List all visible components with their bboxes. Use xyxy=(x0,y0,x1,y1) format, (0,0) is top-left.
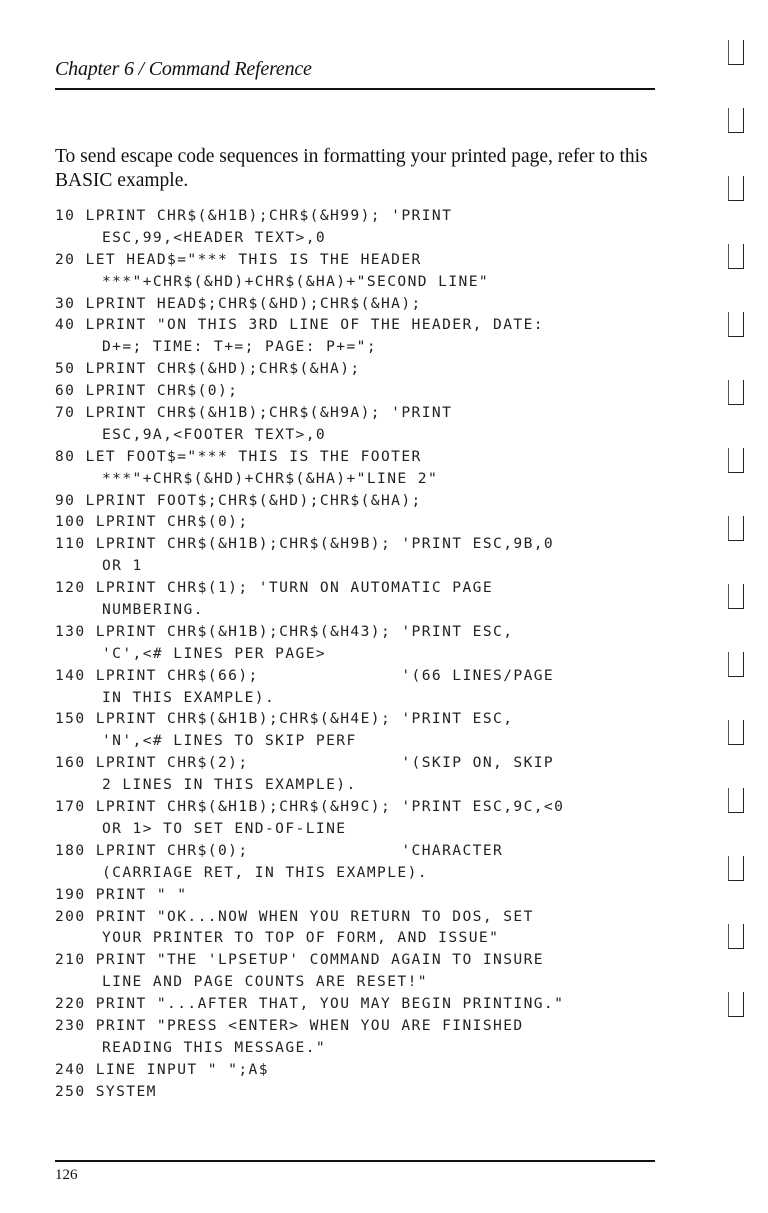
binding-mark xyxy=(728,924,744,949)
code-line: 180 LPRINT CHR$(0); 'CHARACTER xyxy=(55,841,504,859)
code-line: 110 LPRINT CHR$(&H1B);CHR$(&H9B); 'PRINT ESC,9B,0 xyxy=(55,535,555,553)
binding-mark xyxy=(728,584,744,609)
code-line: 160 LPRINT CHR$(2); '(SKIP ON, SKIP xyxy=(55,754,555,772)
code-line-continuation: 'N',<# LINES TO SKIP PERF xyxy=(102,732,357,750)
code-line-continuation: LINE AND PAGE COUNTS ARE RESET!" xyxy=(102,973,428,991)
page-number: 126 xyxy=(55,1167,78,1183)
code-line: 240 LINE INPUT " ";A$ xyxy=(55,1060,269,1078)
code-line: 130 LPRINT CHR$(&H1B);CHR$(&H43); 'PRINT ESC, xyxy=(55,622,514,640)
code-line: 60 LPRINT CHR$(0); xyxy=(55,382,239,400)
code-line-continuation: ESC,9A,<FOOTER TEXT>,0 xyxy=(102,425,327,443)
binding-mark xyxy=(728,380,744,405)
binding-mark xyxy=(728,108,744,133)
header-rule xyxy=(55,88,655,90)
code-line: 230 PRINT "PRESS <ENTER> WHEN YOU ARE FINISHED xyxy=(55,1016,524,1034)
code-line-continuation: ***"+CHR$(&HD)+CHR$(&HA)+"LINE 2" xyxy=(102,469,439,487)
binding-holes xyxy=(728,30,750,1180)
chapter-header: Chapter 6 / Command Reference xyxy=(55,58,312,80)
code-line: 140 LPRINT CHR$(66); '(66 LINES/PAGE xyxy=(55,666,555,684)
code-line: 220 PRINT "...AFTER THAT, YOU MAY BEGIN PRINTING." xyxy=(55,995,565,1013)
code-line: 120 LPRINT CHR$(1); 'TURN ON AUTOMATIC PAGE xyxy=(55,579,494,597)
code-line: 10 LPRINT CHR$(&H1B);CHR$(&H99); 'PRINT xyxy=(55,207,453,224)
binding-mark xyxy=(728,40,744,65)
code-line: 100 LPRINT CHR$(0); xyxy=(55,513,249,531)
binding-mark xyxy=(728,652,744,677)
code-line-continuation: READING THIS MESSAGE." xyxy=(102,1038,327,1056)
binding-mark xyxy=(728,720,744,745)
binding-mark xyxy=(728,516,744,541)
code-line: 190 PRINT " " xyxy=(55,885,188,903)
code-line-continuation: OR 1 xyxy=(102,557,143,575)
code-line-continuation: (CARRIAGE RET, IN THIS EXAMPLE). xyxy=(102,863,428,881)
footer-rule xyxy=(55,1160,655,1162)
code-line: 150 LPRINT CHR$(&H1B);CHR$(&H4E); 'PRINT ESC, xyxy=(55,710,514,728)
code-line: 20 LET HEAD$="*** THIS IS THE HEADER xyxy=(55,250,422,268)
binding-mark xyxy=(728,788,744,813)
binding-mark xyxy=(728,448,744,473)
code-line-continuation: 2 LINES IN THIS EXAMPLE). xyxy=(102,776,357,794)
code-line: 80 LET FOOT$="*** THIS IS THE FOOTER xyxy=(55,447,422,465)
code-line-continuation: NUMBERING. xyxy=(102,601,204,619)
binding-mark xyxy=(728,856,744,881)
code-line: 40 LPRINT "ON THIS 3RD LINE OF THE HEADER, DATE: xyxy=(55,316,544,334)
code-line: 90 LPRINT FOOT$;CHR$(&HD);CHR$(&HA); xyxy=(55,491,422,509)
code-line: 200 PRINT "OK...NOW WHEN YOU RETURN TO DOS, SET xyxy=(55,907,534,925)
intro-paragraph: To send escape code sequences in formatting your printed page, refer to this BASIC example. xyxy=(55,146,648,191)
code-line: 250 SYSTEM xyxy=(55,1082,157,1100)
code-line-continuation: IN THIS EXAMPLE). xyxy=(102,688,276,706)
code-line-continuation: ESC,99,<HEADER TEXT>,0 xyxy=(102,228,327,246)
basic-code-listing xyxy=(55,205,675,1103)
code-line: 30 LPRINT HEAD$;CHR$(&HD);CHR$(&HA); xyxy=(55,294,422,312)
code-line: 50 LPRINT CHR$(&HD);CHR$(&HA); xyxy=(55,360,361,378)
binding-mark xyxy=(728,992,744,1017)
binding-mark xyxy=(728,176,744,201)
code-line: 70 LPRINT CHR$(&H1B);CHR$(&H9A); 'PRINT xyxy=(55,404,453,422)
code-line-continuation: YOUR PRINTER TO TOP OF FORM, AND ISSUE" xyxy=(102,929,500,947)
code-line-continuation: OR 1> TO SET END-OF-LINE xyxy=(102,819,347,837)
code-line: 170 LPRINT CHR$(&H1B);CHR$(&H9C); 'PRINT ESC,9C,<0 xyxy=(55,798,565,816)
code-line-continuation: D+=; TIME: T+=; PAGE: P+="; xyxy=(102,338,378,356)
code-line: 210 PRINT "THE 'LPSETUP' COMMAND AGAIN TO INSURE xyxy=(55,951,544,969)
binding-mark xyxy=(728,312,744,337)
binding-mark xyxy=(728,244,744,269)
code-line-continuation: 'C',<# LINES PER PAGE> xyxy=(102,644,327,662)
code-line-continuation: ***"+CHR$(&HD)+CHR$(&HA)+"SECOND LINE" xyxy=(102,272,490,290)
